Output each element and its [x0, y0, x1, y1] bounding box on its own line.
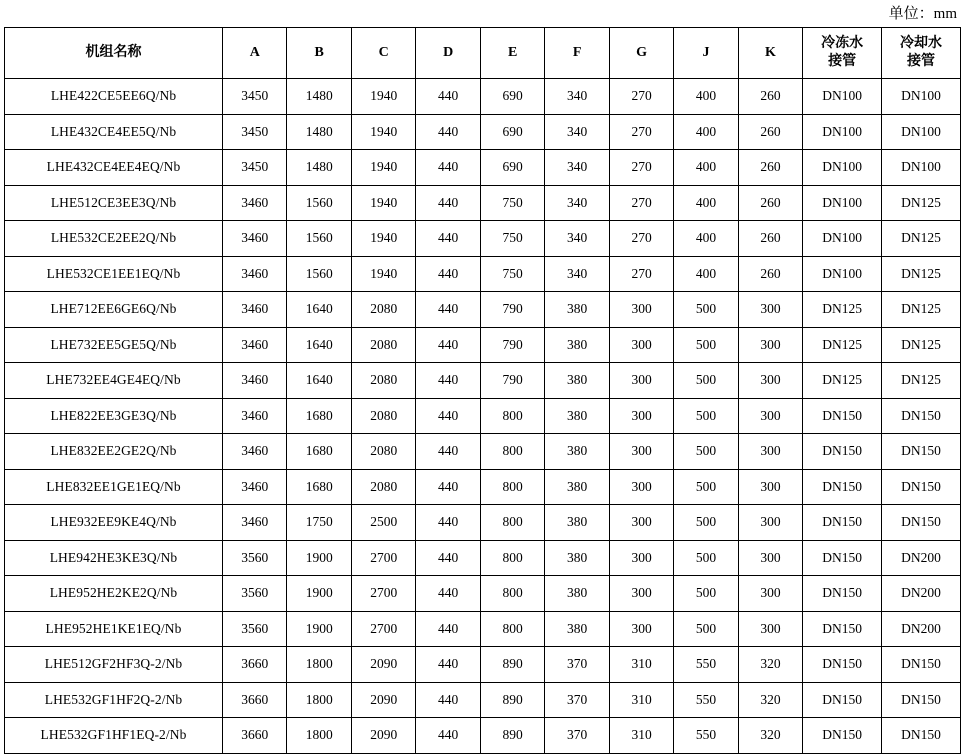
cell-dimension-b: 1560 — [287, 185, 351, 221]
cell-dimension-k: 300 — [738, 469, 802, 505]
cell-dimension-k: 300 — [738, 611, 802, 647]
cell-dimension-j: 400 — [674, 221, 738, 257]
cell-dimension-k: 260 — [738, 185, 802, 221]
cell-model-name: LHE532GF1HF1EQ-2/Nb — [5, 718, 223, 754]
cell-dimension-k: 320 — [738, 718, 802, 754]
cell-cooling-water-pipe: DN125 — [882, 221, 961, 257]
cell-chilled-water-pipe: DN150 — [803, 647, 882, 683]
cell-dimension-g: 270 — [609, 150, 673, 186]
cell-dimension-d: 440 — [416, 469, 480, 505]
cell-model-name: LHE512GF2HF3Q-2/Nb — [5, 647, 223, 683]
cell-dimension-g: 300 — [609, 398, 673, 434]
cell-model-name: LHE822EE3GE3Q/Nb — [5, 398, 223, 434]
column-header-d: D — [416, 28, 480, 79]
cell-dimension-f: 380 — [545, 540, 609, 576]
cell-dimension-e: 890 — [480, 647, 544, 683]
cell-dimension-d: 440 — [416, 221, 480, 257]
cell-dimension-k: 300 — [738, 292, 802, 328]
cell-cooling-water-pipe: DN150 — [882, 647, 961, 683]
cell-dimension-k: 300 — [738, 540, 802, 576]
table-header — [5, 28, 961, 79]
cell-dimension-e: 800 — [480, 611, 544, 647]
cell-dimension-d: 440 — [416, 256, 480, 292]
cell-dimension-k: 260 — [738, 150, 802, 186]
cell-model-name: LHE422CE5EE6Q/Nb — [5, 79, 223, 115]
cell-dimension-j: 500 — [674, 398, 738, 434]
table-row — [5, 292, 961, 328]
column-header-c: C — [351, 28, 415, 79]
cell-chilled-water-pipe: DN100 — [803, 221, 882, 257]
table-row — [5, 505, 961, 541]
cell-dimension-c: 2090 — [351, 647, 415, 683]
cell-model-name: LHE952HE2KE2Q/Nb — [5, 576, 223, 612]
cell-dimension-d: 440 — [416, 434, 480, 470]
cell-dimension-c: 2700 — [351, 611, 415, 647]
cell-dimension-c: 2080 — [351, 434, 415, 470]
cell-dimension-d: 440 — [416, 576, 480, 612]
cell-dimension-j: 400 — [674, 79, 738, 115]
cell-dimension-c: 2500 — [351, 505, 415, 541]
header-line-2: 接管 — [828, 54, 857, 69]
cell-chilled-water-pipe: DN150 — [803, 398, 882, 434]
cell-cooling-water-pipe: DN150 — [882, 718, 961, 754]
cell-dimension-f: 370 — [545, 647, 609, 683]
cell-dimension-e: 800 — [480, 540, 544, 576]
table-header-row — [5, 28, 961, 79]
cell-dimension-e: 790 — [480, 363, 544, 399]
cell-dimension-j: 500 — [674, 363, 738, 399]
cell-chilled-water-pipe: DN150 — [803, 540, 882, 576]
cell-cooling-water-pipe: DN100 — [882, 150, 961, 186]
cell-dimension-d: 440 — [416, 114, 480, 150]
cell-chilled-water-pipe: DN150 — [803, 682, 882, 718]
cell-dimension-a: 3460 — [223, 185, 287, 221]
cell-cooling-water-pipe: DN200 — [882, 611, 961, 647]
cell-dimension-a: 3660 — [223, 682, 287, 718]
table-row — [5, 576, 961, 612]
cell-dimension-k: 300 — [738, 576, 802, 612]
table-row — [5, 469, 961, 505]
cell-dimension-e: 790 — [480, 327, 544, 363]
cell-dimension-c: 2700 — [351, 540, 415, 576]
cell-dimension-a: 3660 — [223, 718, 287, 754]
table-row — [5, 682, 961, 718]
cell-dimension-k: 320 — [738, 682, 802, 718]
cell-dimension-f: 380 — [545, 611, 609, 647]
cell-dimension-j: 500 — [674, 292, 738, 328]
cell-dimension-e: 890 — [480, 682, 544, 718]
cell-cooling-water-pipe: DN200 — [882, 576, 961, 612]
cell-cooling-water-pipe: DN200 — [882, 540, 961, 576]
cell-dimension-f: 380 — [545, 398, 609, 434]
cell-dimension-b: 1900 — [287, 576, 351, 612]
cell-cooling-water-pipe: DN125 — [882, 292, 961, 328]
table-row — [5, 611, 961, 647]
cell-dimension-c: 2090 — [351, 682, 415, 718]
cell-dimension-f: 370 — [545, 718, 609, 754]
cell-chilled-water-pipe: DN100 — [803, 150, 882, 186]
cell-dimension-g: 270 — [609, 79, 673, 115]
cell-dimension-e: 750 — [480, 221, 544, 257]
table-row — [5, 114, 961, 150]
table-body — [5, 79, 961, 754]
table-row — [5, 718, 961, 754]
cell-dimension-g: 310 — [609, 718, 673, 754]
cell-dimension-j: 400 — [674, 150, 738, 186]
cell-dimension-f: 340 — [545, 221, 609, 257]
cell-dimension-e: 800 — [480, 469, 544, 505]
cell-dimension-f: 380 — [545, 434, 609, 470]
cell-dimension-d: 440 — [416, 682, 480, 718]
cell-dimension-k: 260 — [738, 221, 802, 257]
cell-dimension-d: 440 — [416, 363, 480, 399]
cell-dimension-a: 3460 — [223, 363, 287, 399]
cell-dimension-a: 3560 — [223, 540, 287, 576]
cell-dimension-c: 2090 — [351, 718, 415, 754]
cell-model-name: LHE952HE1KE1EQ/Nb — [5, 611, 223, 647]
cell-dimension-b: 1640 — [287, 363, 351, 399]
cell-dimension-e: 800 — [480, 398, 544, 434]
cell-dimension-c: 1940 — [351, 114, 415, 150]
cell-dimension-g: 300 — [609, 469, 673, 505]
cell-dimension-c: 2080 — [351, 363, 415, 399]
cell-dimension-k: 300 — [738, 363, 802, 399]
header-line-1: 冷却水 — [900, 36, 943, 51]
cell-dimension-a: 3460 — [223, 327, 287, 363]
cell-dimension-a: 3660 — [223, 647, 287, 683]
cell-dimension-d: 440 — [416, 185, 480, 221]
cell-dimension-f: 370 — [545, 682, 609, 718]
cell-dimension-c: 1940 — [351, 256, 415, 292]
cell-dimension-g: 300 — [609, 540, 673, 576]
cell-dimension-g: 310 — [609, 682, 673, 718]
cell-dimension-k: 260 — [738, 256, 802, 292]
cell-dimension-a: 3450 — [223, 150, 287, 186]
cell-dimension-g: 300 — [609, 292, 673, 328]
cell-dimension-k: 300 — [738, 327, 802, 363]
cell-dimension-f: 340 — [545, 79, 609, 115]
cell-dimension-e: 690 — [480, 150, 544, 186]
table-row — [5, 398, 961, 434]
cell-dimension-j: 400 — [674, 114, 738, 150]
header-line-1: 冷冻水 — [821, 36, 864, 51]
cell-dimension-d: 440 — [416, 505, 480, 541]
table-row — [5, 185, 961, 221]
cell-cooling-water-pipe: DN125 — [882, 327, 961, 363]
cell-dimension-j: 400 — [674, 256, 738, 292]
cell-dimension-b: 1750 — [287, 505, 351, 541]
cell-dimension-g: 300 — [609, 505, 673, 541]
cell-dimension-j: 550 — [674, 718, 738, 754]
cell-cooling-water-pipe: DN150 — [882, 682, 961, 718]
cell-dimension-k: 320 — [738, 647, 802, 683]
cell-dimension-c: 2080 — [351, 292, 415, 328]
table-row — [5, 327, 961, 363]
cell-dimension-b: 1800 — [287, 682, 351, 718]
cell-dimension-k: 300 — [738, 398, 802, 434]
cell-dimension-c: 2080 — [351, 327, 415, 363]
table-row — [5, 363, 961, 399]
column-header-model-name: 机组名称 — [5, 28, 223, 79]
cell-dimension-d: 440 — [416, 718, 480, 754]
cell-dimension-b: 1800 — [287, 718, 351, 754]
cell-dimension-j: 500 — [674, 540, 738, 576]
cell-model-name: LHE432CE4EE5Q/Nb — [5, 114, 223, 150]
cell-dimension-b: 1560 — [287, 221, 351, 257]
cell-dimension-k: 260 — [738, 114, 802, 150]
unit-note: 单位：mm — [888, 6, 957, 22]
cell-cooling-water-pipe: DN125 — [882, 256, 961, 292]
cell-dimension-f: 380 — [545, 505, 609, 541]
column-header-e: E — [480, 28, 544, 79]
cell-cooling-water-pipe: DN150 — [882, 434, 961, 470]
cell-chilled-water-pipe: DN100 — [803, 185, 882, 221]
cell-dimension-f: 340 — [545, 185, 609, 221]
cell-dimension-f: 380 — [545, 327, 609, 363]
cell-chilled-water-pipe: DN100 — [803, 79, 882, 115]
cell-chilled-water-pipe: DN150 — [803, 611, 882, 647]
cell-chilled-water-pipe: DN150 — [803, 718, 882, 754]
cell-model-name: LHE432CE4EE4EQ/Nb — [5, 150, 223, 186]
cell-model-name: LHE712EE6GE6Q/Nb — [5, 292, 223, 328]
cell-dimension-j: 500 — [674, 576, 738, 612]
cell-dimension-a: 3460 — [223, 398, 287, 434]
cell-dimension-k: 260 — [738, 79, 802, 115]
cell-dimension-c: 1940 — [351, 185, 415, 221]
cell-chilled-water-pipe: DN125 — [803, 363, 882, 399]
cell-dimension-b: 1480 — [287, 79, 351, 115]
cell-dimension-e: 750 — [480, 256, 544, 292]
cell-model-name: LHE532CE2EE2Q/Nb — [5, 221, 223, 257]
cell-chilled-water-pipe: DN150 — [803, 434, 882, 470]
specification-table — [4, 27, 961, 754]
cell-dimension-a: 3460 — [223, 292, 287, 328]
cell-dimension-b: 1640 — [287, 327, 351, 363]
cell-cooling-water-pipe: DN150 — [882, 398, 961, 434]
column-header-cooling-water-pipe — [882, 28, 961, 79]
cell-dimension-a: 3460 — [223, 221, 287, 257]
cell-dimension-e: 750 — [480, 185, 544, 221]
cell-dimension-b: 1680 — [287, 469, 351, 505]
cell-model-name: LHE942HE3KE3Q/Nb — [5, 540, 223, 576]
cell-model-name: LHE932EE9KE4Q/Nb — [5, 505, 223, 541]
table-row — [5, 647, 961, 683]
column-header-j: J — [674, 28, 738, 79]
cell-dimension-a: 3560 — [223, 576, 287, 612]
cell-model-name: LHE732EE5GE5Q/Nb — [5, 327, 223, 363]
cell-dimension-c: 1940 — [351, 150, 415, 186]
cell-dimension-j: 500 — [674, 611, 738, 647]
cell-chilled-water-pipe: DN125 — [803, 327, 882, 363]
cell-dimension-e: 800 — [480, 505, 544, 541]
cell-model-name: LHE832EE1GE1EQ/Nb — [5, 469, 223, 505]
table-row — [5, 79, 961, 115]
cell-dimension-b: 1900 — [287, 611, 351, 647]
cell-dimension-g: 270 — [609, 256, 673, 292]
cell-model-name: LHE832EE2GE2Q/Nb — [5, 434, 223, 470]
cell-cooling-water-pipe: DN150 — [882, 505, 961, 541]
cell-dimension-j: 500 — [674, 434, 738, 470]
table-row — [5, 434, 961, 470]
cell-dimension-a: 3460 — [223, 469, 287, 505]
cell-dimension-b: 1680 — [287, 434, 351, 470]
cell-dimension-g: 300 — [609, 611, 673, 647]
cell-dimension-f: 340 — [545, 150, 609, 186]
cell-dimension-g: 300 — [609, 363, 673, 399]
cell-dimension-a: 3560 — [223, 611, 287, 647]
cell-cooling-water-pipe: DN150 — [882, 469, 961, 505]
cell-dimension-f: 340 — [545, 256, 609, 292]
cell-dimension-d: 440 — [416, 292, 480, 328]
cell-dimension-g: 270 — [609, 114, 673, 150]
cell-dimension-d: 440 — [416, 611, 480, 647]
column-header-g: G — [609, 28, 673, 79]
cell-dimension-b: 1640 — [287, 292, 351, 328]
column-header-a: A — [223, 28, 287, 79]
cell-dimension-g: 270 — [609, 185, 673, 221]
cell-dimension-k: 300 — [738, 434, 802, 470]
cell-dimension-g: 310 — [609, 647, 673, 683]
cell-dimension-g: 300 — [609, 576, 673, 612]
table-row — [5, 540, 961, 576]
cell-dimension-j: 550 — [674, 682, 738, 718]
cell-dimension-b: 1800 — [287, 647, 351, 683]
table-row — [5, 256, 961, 292]
cell-dimension-a: 3460 — [223, 505, 287, 541]
cell-dimension-c: 2700 — [351, 576, 415, 612]
cell-chilled-water-pipe: DN150 — [803, 505, 882, 541]
cell-model-name: LHE532GF1HF2Q-2/Nb — [5, 682, 223, 718]
cell-dimension-b: 1480 — [287, 150, 351, 186]
cell-cooling-water-pipe: DN100 — [882, 114, 961, 150]
cell-dimension-d: 440 — [416, 398, 480, 434]
cell-dimension-a: 3460 — [223, 256, 287, 292]
cell-dimension-f: 380 — [545, 292, 609, 328]
cell-dimension-g: 300 — [609, 434, 673, 470]
cell-chilled-water-pipe: DN125 — [803, 292, 882, 328]
cell-dimension-f: 380 — [545, 363, 609, 399]
cell-dimension-e: 690 — [480, 79, 544, 115]
cell-dimension-d: 440 — [416, 647, 480, 683]
cell-dimension-a: 3460 — [223, 434, 287, 470]
cell-dimension-e: 690 — [480, 114, 544, 150]
cell-dimension-e: 800 — [480, 434, 544, 470]
cell-dimension-b: 1480 — [287, 114, 351, 150]
cell-model-name: LHE512CE3EE3Q/Nb — [5, 185, 223, 221]
cell-dimension-f: 380 — [545, 469, 609, 505]
column-header-k: K — [738, 28, 802, 79]
cell-dimension-b: 1560 — [287, 256, 351, 292]
cell-dimension-d: 440 — [416, 540, 480, 576]
cell-dimension-j: 500 — [674, 327, 738, 363]
cell-model-name: LHE532CE1EE1EQ/Nb — [5, 256, 223, 292]
cell-dimension-j: 400 — [674, 185, 738, 221]
cell-chilled-water-pipe: DN150 — [803, 469, 882, 505]
cell-dimension-e: 890 — [480, 718, 544, 754]
column-header-chilled-water-pipe — [803, 28, 882, 79]
cell-dimension-f: 380 — [545, 576, 609, 612]
cell-dimension-a: 3450 — [223, 79, 287, 115]
cell-dimension-d: 440 — [416, 79, 480, 115]
cell-dimension-e: 800 — [480, 576, 544, 612]
header-line-2: 接管 — [907, 54, 936, 69]
cell-cooling-water-pipe: DN125 — [882, 185, 961, 221]
cell-dimension-b: 1680 — [287, 398, 351, 434]
cell-dimension-j: 500 — [674, 469, 738, 505]
cell-dimension-j: 550 — [674, 647, 738, 683]
cell-dimension-g: 300 — [609, 327, 673, 363]
cell-dimension-f: 340 — [545, 114, 609, 150]
column-header-f: F — [545, 28, 609, 79]
cell-dimension-c: 1940 — [351, 221, 415, 257]
cell-cooling-water-pipe: DN100 — [882, 79, 961, 115]
table-row — [5, 150, 961, 186]
cell-dimension-d: 440 — [416, 150, 480, 186]
cell-dimension-c: 2080 — [351, 398, 415, 434]
cell-dimension-b: 1900 — [287, 540, 351, 576]
cell-chilled-water-pipe: DN150 — [803, 576, 882, 612]
cell-dimension-k: 300 — [738, 505, 802, 541]
cell-cooling-water-pipe: DN125 — [882, 363, 961, 399]
cell-dimension-e: 790 — [480, 292, 544, 328]
cell-dimension-g: 270 — [609, 221, 673, 257]
cell-dimension-c: 2080 — [351, 469, 415, 505]
cell-model-name: LHE732EE4GE4EQ/Nb — [5, 363, 223, 399]
cell-dimension-d: 440 — [416, 327, 480, 363]
column-header-b: B — [287, 28, 351, 79]
cell-dimension-j: 500 — [674, 505, 738, 541]
cell-chilled-water-pipe: DN100 — [803, 114, 882, 150]
cell-dimension-c: 1940 — [351, 79, 415, 115]
cell-chilled-water-pipe: DN100 — [803, 256, 882, 292]
cell-dimension-a: 3450 — [223, 114, 287, 150]
table-row — [5, 221, 961, 257]
